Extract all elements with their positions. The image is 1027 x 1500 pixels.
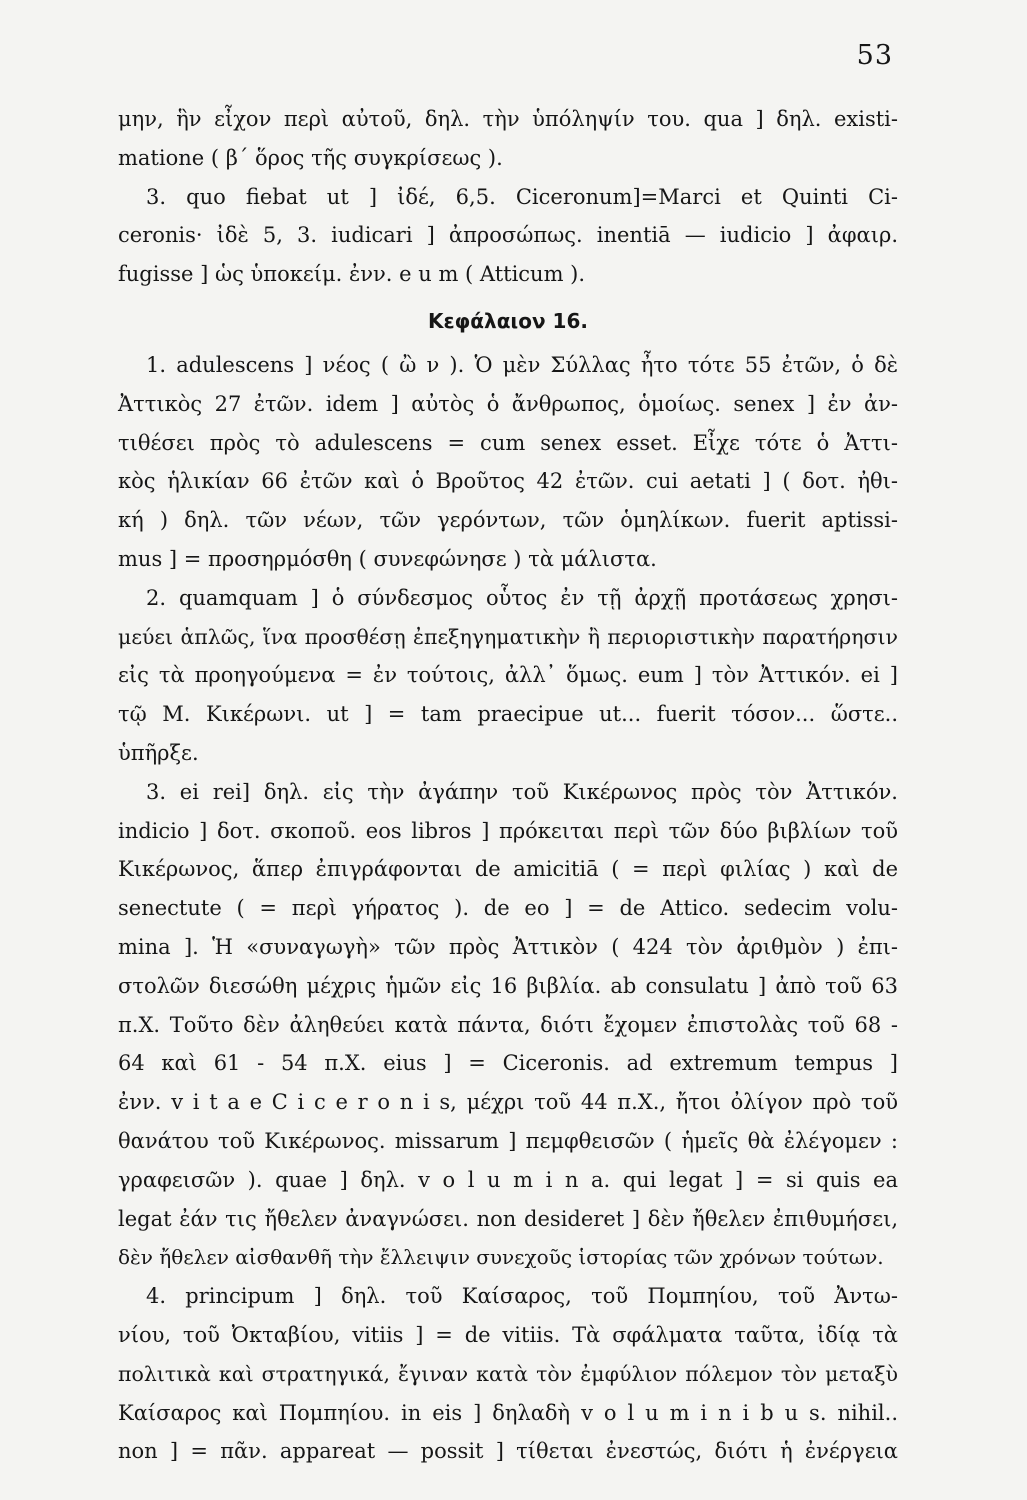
text-line: 3. ei rei] δηλ. εἰς τὴν ἀγάπην τοῦ Κικέρωνος πρὸς τὸν Ἀττικόν.	[146, 779, 898, 804]
text-line: ἐνν. v i t a e C i c e r o n i s, μέχρι τοῦ 44 π.Χ., ἤτοι ὀλίγον πρὸ τοῦ	[118, 1090, 898, 1115]
text-line: legat ἐάν τις ἤθελεν ἀναγνώσει. non desideret ] δὲν ἤθελεν ἐπιθυμήσει,	[118, 1206, 898, 1231]
text-line: τιθέσει πρὸς τὸ adulescens = cum senex esset. Εἶχε τότε ὁ Ἀττι-	[118, 430, 898, 455]
text-line: 3. quo fiebat ut ] ἰδέ, 6,5. Ciceronum]=Marci et Quinti Ci-	[146, 184, 898, 209]
text-line: στολῶν διεσώθη μέχρις ἡμῶν εἰς 16 βιβλία. ab consulatu ] ἀπὸ τοῦ 63	[118, 973, 898, 998]
text-line: mus ] = προσηρμόσθη ( συνεφώνησε ) τὰ μάλιστα.	[118, 546, 657, 571]
text-line: π.Χ. Τοῦτο δὲν ἀληθεύει κατὰ πάντα, διότι ἔχομεν ἐπιστολὰς τοῦ 68 -	[118, 1012, 898, 1037]
text-line: Κικέρωνος, ἅπερ ἐπιγράφονται de amicitiā ( = περὶ φιλίας ) καὶ de	[118, 857, 899, 882]
text-line: μεύει ἁπλῶς, ἵνα προσθέσῃ ἐπεξηγηματικὴν ἢ περιοριστικὴν παρατήρησιν	[118, 624, 898, 649]
text-line: 64 καὶ 61 - 54 π.Χ. eius ] = Ciceronis. ad extremum tempus ]	[118, 1051, 898, 1076]
text-line: ceronis· ἰδὲ 5, 3. iudicari ] ἀπροσώπως. inentiā — iudicio ] ἀφαιρ.	[118, 223, 898, 248]
text-line: mina ]. Ἡ «συναγωγὴ» τῶν πρὸς Ἀττικὸν ( 424 τὸν ἀριθμὸν ) ἐπι-	[118, 934, 898, 959]
text-line: μην, ἣν εἶχον περὶ αὐτοῦ, δηλ. τὴν ὑπόληψίν του. qua ] δηλ. existi-	[118, 107, 898, 131]
text-line: indicio ] δοτ. σκοποῦ. eos libros ] πρόκειται περὶ τῶν δύο βιβλίων τοῦ	[118, 818, 898, 843]
text-line: θανάτου τοῦ Κικέρωνος. missarum ] πεμφθεισῶν ( ἡμεῖς θὰ ἐλέγομεν :	[118, 1128, 898, 1153]
text-line: κὸς ἡλικίαν 66 ἐτῶν καὶ ὁ Βροῦτος 42 ἐτῶν. cui aetati ] ( δοτ. ἠθι-	[118, 469, 898, 494]
chapter-heading: Κεφάλαιον 16.	[428, 308, 588, 333]
text-line: κή ) δηλ. τῶν νέων, τῶν γερόντων, τῶν ὁμηλίκων. fuerit aptissi-	[118, 508, 898, 533]
text-line: πολιτικὰ καὶ στρατηγικά, ἔγιναν κατὰ τὸν ἐμφύλιον πόλεμον τὸν μεταξὺ	[118, 1361, 898, 1386]
text-line: τῷ Μ. Κικέρωνι. ut ] = tam praecipue ut... fuerit τόσον... ὥστε..	[118, 702, 898, 727]
text-line: Ἀττικὸς 27 ἐτῶν. idem ] αὐτὸς ὁ ἄνθρωπος, ὁμοίως. senex ] ἐν ἀν-	[118, 391, 898, 416]
body-text	[118, 100, 898, 1471]
text-line: νίου, τοῦ Ὀκταβίου, vitiis ] = de vitiis. Τὰ σφάλματα ταῦτα, ἰδίᾳ τὰ	[118, 1322, 898, 1347]
text-line: matione ( β΄ ὅρος τῆς συγκρίσεως ).	[118, 145, 503, 170]
text-line: γραφεισῶν ). quae ] δηλ. v o l u m i n a. qui legat ] = si quis ea	[118, 1167, 898, 1192]
text-line: 4. principum ] δηλ. τοῦ Καίσαρος, τοῦ Πομπηίου, τοῦ Ἀντω-	[146, 1284, 898, 1309]
text-line: 2. quamquam ] ὁ σύνδεσμος οὗτος ἐν τῇ ἀρχῇ προτάσεως χρησι-	[146, 585, 898, 610]
text-line: fugisse ] ὡς ὑποκείμ. ἐνν. e u m ( Atticum ).	[118, 262, 586, 287]
text-line: ὑπῆρξε.	[118, 740, 199, 765]
text-line: δὲν ἤθελεν αἰσθανθῆ τὴν ἔλλειψιν συνεχοῦς ἱστορίας τῶν χρόνων τούτων.	[118, 1245, 884, 1270]
text-line: senectute ( = περὶ γήρατος ). de eo ] = de Attico. sedecim volu-	[118, 896, 898, 921]
text-line: Καίσαρος καὶ Πομπηίου. in eis ] δηλαδὴ v o l u m i n i b u s. nihil..	[118, 1400, 898, 1425]
text-line: 1. adulescens ] νέος ( ὢ ν ). Ὁ μὲν Σύλλας ἦτο τότε 55 ἐτῶν, ὁ δὲ	[146, 352, 898, 377]
page-number: 53	[856, 40, 893, 71]
text-line: εἰς τὰ προηγούμενα = ἐν τούτοις, ἀλλ᾽ ὅμως. eum ] τὸν Ἀττικόν. ei ]	[118, 663, 898, 688]
text-line: non ] = πᾶν. appareat — possit ] τίθεται ἐνεστώς, διότι ἡ ἐνέργεια	[118, 1439, 898, 1464]
